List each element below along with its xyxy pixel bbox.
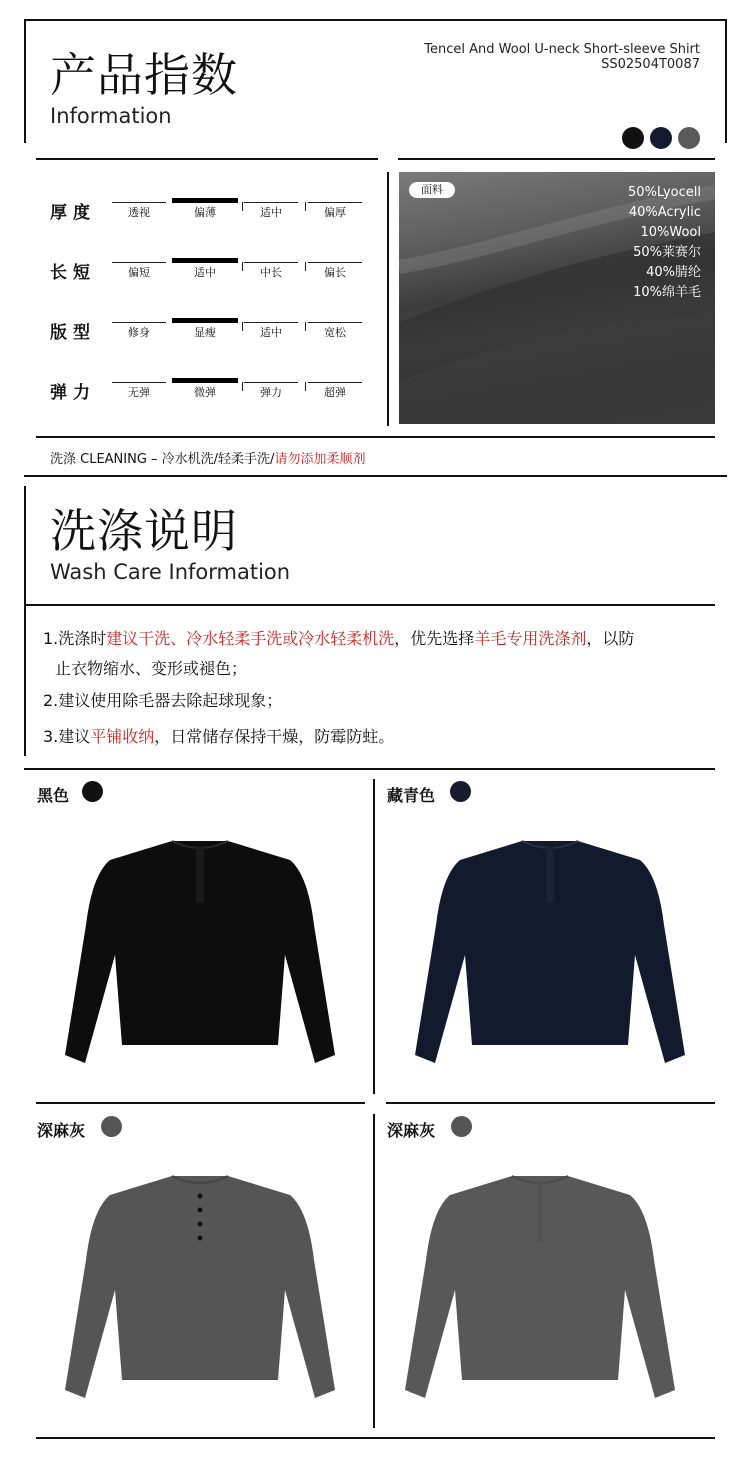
- fabric-swatch-image: [399, 172, 715, 424]
- color-name-black: 黑色: [37, 786, 70, 805]
- page-title: 产品指数: [50, 48, 238, 102]
- swatch-dot-navy: [650, 127, 672, 149]
- attr-option: 透视: [112, 206, 166, 220]
- attr-option: 修身: [112, 326, 166, 340]
- attr-label: 版型: [50, 323, 96, 343]
- shirt-image-gray-2: [400, 1170, 680, 1410]
- care-item-3: 3.建议平铺收纳，日常储存保持干燥，防霉防蛀。: [43, 727, 395, 746]
- attr-option: 中长: [244, 266, 298, 280]
- divider-left: [36, 158, 378, 160]
- fabric-label: 面料: [409, 182, 455, 198]
- color-name-navy: 藏青色: [387, 786, 436, 805]
- attr-option-selected: 显瘦: [172, 326, 238, 340]
- attr-option: 弹力: [244, 386, 298, 400]
- top-border: [24, 19, 727, 21]
- left-border-3: [24, 604, 26, 756]
- fabric-composition: 50%Lyocell 40%Acrylic 10%Wool 50%莱赛尔 40%腈纶 10%绵羊毛: [628, 185, 701, 300]
- care-item-2: 2.建议使用除毛器去除起球现象；: [43, 691, 283, 710]
- attr-option-selected: 适中: [172, 266, 238, 280]
- grid-vertical-divider-top: [373, 779, 375, 1094]
- color-name-gray-2: 深麻灰: [387, 1121, 436, 1140]
- attr-option: 适中: [244, 206, 298, 220]
- attr-option: 偏短: [112, 266, 166, 280]
- grid-mid-line-right: [386, 1102, 715, 1104]
- colors-top-line: [24, 768, 715, 770]
- color-dot-black: [82, 781, 103, 802]
- product-sku: SS02504T0087: [601, 57, 700, 72]
- attr-label: 弹力: [50, 383, 96, 403]
- page-bottom-line: [36, 1437, 715, 1439]
- shirt-image-gray-1: [60, 1170, 340, 1410]
- swatch-dot-gray: [678, 127, 700, 149]
- divider-right: [398, 158, 715, 160]
- care-item-1: 1.洗涤时建议干洗、冷水轻柔手洗或冷水轻柔机洗，优先选择羊毛专用洗涤剂，以防 止衣物缩水、变形或褪色；: [43, 629, 635, 678]
- attr-label: 长短: [50, 263, 96, 283]
- page-subtitle: Information: [50, 104, 172, 128]
- color-dot-navy: [450, 781, 471, 802]
- cleaning-note: 洗涤 CLEANING – 冷水机洗/轻柔手洗/请勿添加柔顺剂: [50, 452, 366, 467]
- grid-vertical-divider-bottom: [373, 1114, 375, 1428]
- attr-option-selected: 微弹: [172, 386, 238, 400]
- swatch-dot-black: [622, 127, 644, 149]
- grid-mid-line-left: [36, 1102, 365, 1104]
- attr-vertical-divider: [387, 172, 389, 426]
- color-dot-gray-1: [101, 1116, 122, 1137]
- color-dot-gray-2: [451, 1116, 472, 1137]
- cleaning-top-line: [36, 436, 715, 438]
- cleaning-warning: 请勿添加柔顺剂: [274, 452, 366, 467]
- wash-divider: [24, 604, 715, 606]
- color-name-gray-1: 深麻灰: [37, 1121, 86, 1140]
- wash-subtitle: Wash Care Information: [50, 560, 291, 584]
- left-border-1: [24, 19, 26, 143]
- wash-title: 洗涤说明: [50, 504, 238, 558]
- attr-label: 厚度: [50, 203, 96, 223]
- left-border-2: [24, 486, 26, 606]
- section1-bottom-line: [24, 475, 727, 477]
- attr-option: 适中: [244, 326, 298, 340]
- shirt-image-navy: [410, 835, 690, 1075]
- attr-option: 偏厚: [308, 206, 362, 220]
- attr-option: 偏长: [308, 266, 362, 280]
- shirt-image-black: [60, 835, 340, 1075]
- attr-option: 宽松: [308, 326, 362, 340]
- attr-option: 无弹: [112, 386, 166, 400]
- attr-option-selected: 偏薄: [172, 206, 238, 220]
- attr-option: 超弹: [308, 386, 362, 400]
- product-info: [424, 42, 700, 72]
- right-border-1: [725, 19, 727, 143]
- product-name: Tencel And Wool U-neck Short-sleeve Shirt: [424, 42, 700, 57]
